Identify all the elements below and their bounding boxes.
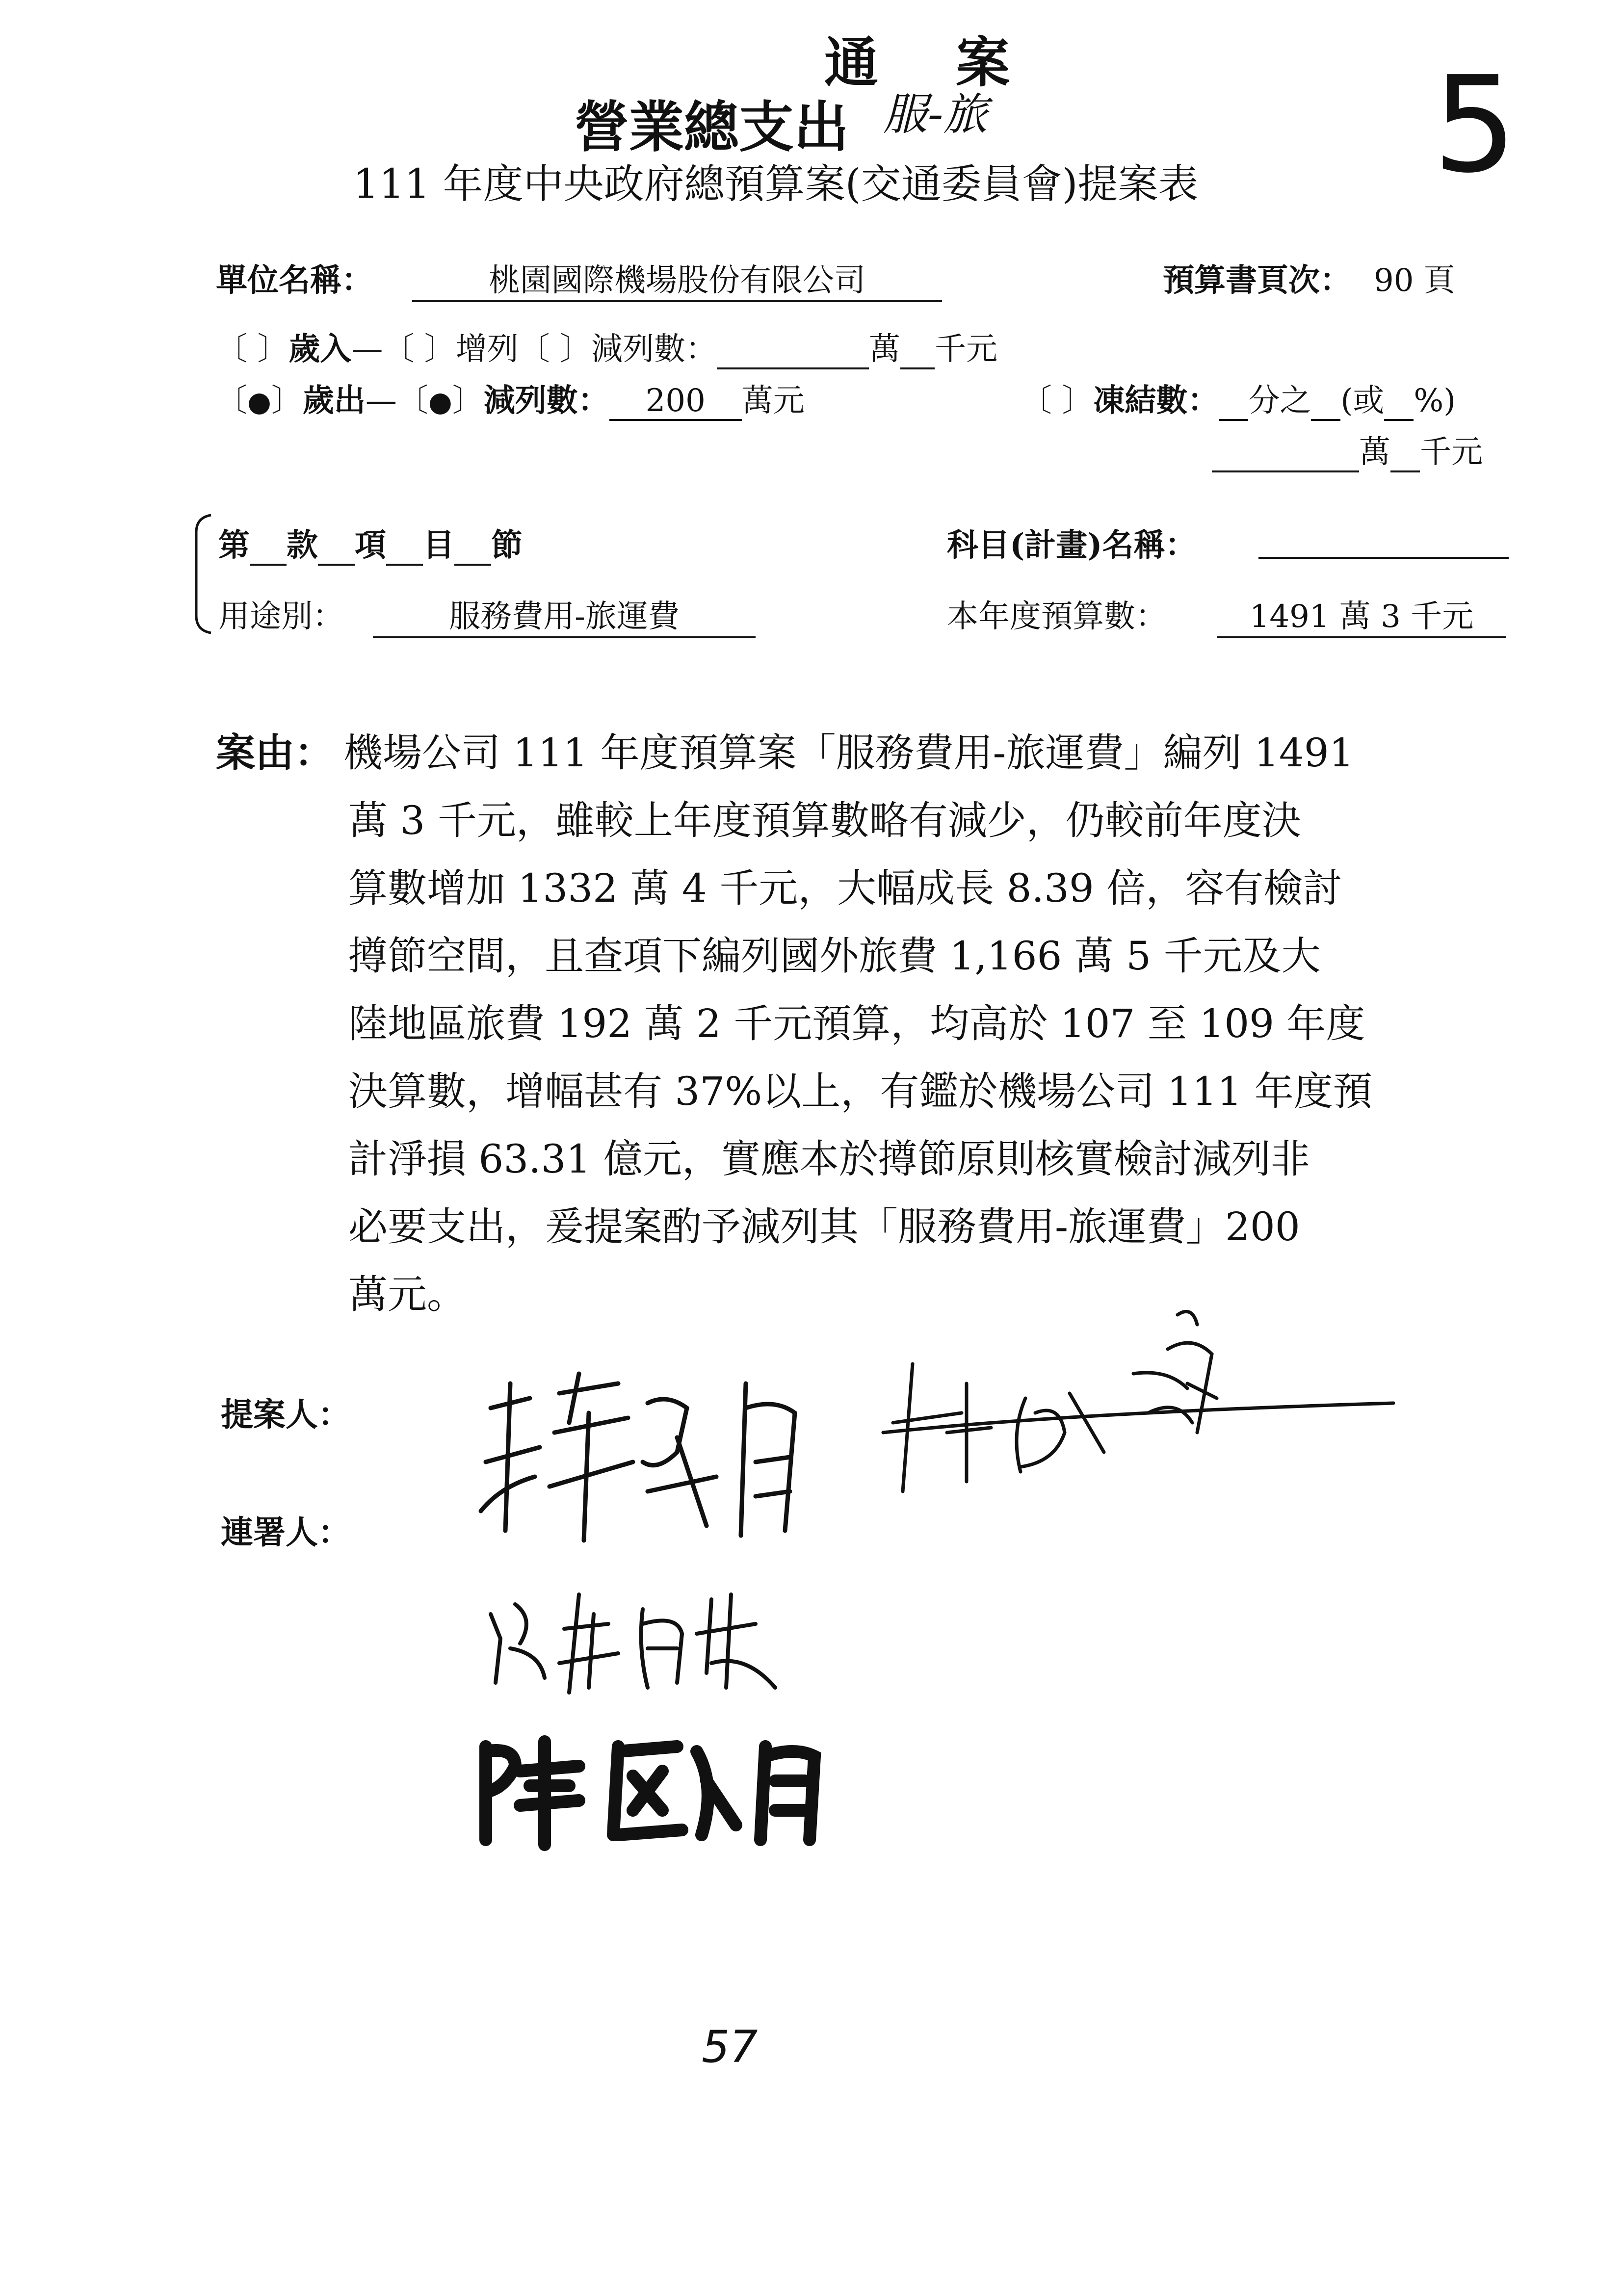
freeze-or: (或 (1340, 383, 1385, 419)
expenditure-bracket: 〔 (216, 383, 247, 419)
freeze-amount-blank (1212, 434, 1359, 472)
case-number: 5 (1433, 48, 1517, 202)
annual-budget-value: 1491 萬 3 千元 (1217, 591, 1506, 638)
freeze-checkbox: 〔 〕 (1021, 383, 1094, 419)
reason-line: 萬元。 (348, 1272, 466, 1317)
proposer-label: 提案人： (221, 1395, 350, 1434)
passed-annotation: 通 案 (824, 31, 1040, 94)
form-title: 111 年度中央政府總預算案(交通委員會)提案表 (353, 161, 1199, 208)
subject-blank (1258, 557, 1509, 559)
budget-page-label: 預算書頁次： (1163, 262, 1351, 299)
freeze-fraction: 分之 (1248, 383, 1311, 419)
signature-4 (471, 1727, 854, 1854)
expenditure-row (216, 375, 805, 421)
freeze-blank-3 (1384, 383, 1414, 421)
category-label: 營業總支出 (574, 95, 849, 159)
expenditure-bracket-close: 〕 (271, 383, 303, 419)
item-jie: 節 (491, 527, 523, 564)
expenditure-decrease-label: 減列數： (483, 382, 609, 419)
freeze-unit-qian: 千元 (1420, 434, 1483, 470)
freeze-amount-blank-2 (1390, 434, 1420, 472)
expenditure-checked-icon: ● (247, 386, 271, 418)
freeze-row (1021, 375, 1456, 421)
usage-label: 用途別： (218, 599, 344, 635)
unit-name-label: 單位名稱： (216, 262, 373, 299)
revenue-dash: —〔 〕 (351, 331, 456, 367)
reason-line: 計淨損 63.31 億元，實應本於撙節原則核實檢討減列非 (348, 1136, 1310, 1182)
signature-2 (873, 1285, 1403, 1511)
item-row (218, 520, 523, 566)
signature-3 (481, 1575, 800, 1702)
revenue-decrease-label: 減列數： (591, 331, 717, 367)
revenue-unit-wan: 萬 (869, 331, 901, 367)
expenditure-decrease-value: 200 (609, 383, 742, 421)
reason-line: 必要支出，爰提案酌予減列其「服務費用-旅運費」200 (348, 1204, 1300, 1250)
item-kuan: 款 (287, 527, 318, 564)
item-bracket (189, 513, 218, 635)
revenue-unit-qian: 千元 (935, 331, 998, 367)
unit-name-value: 桃園國際機場股份有限公司 (412, 255, 942, 302)
budget-page-value: 90 頁 (1374, 262, 1455, 299)
revenue-label: 歲入 (288, 331, 352, 367)
revenue-increase-label: 增列 (455, 331, 519, 367)
freeze-blank-1 (1219, 383, 1248, 421)
sub-note-annotation: 服-旅 (883, 89, 988, 140)
item-di: 第 (218, 527, 250, 564)
reason-label: 案由： (216, 730, 334, 776)
handwritten-page-number: 57 (702, 2021, 758, 2073)
annual-budget-label: 本年度預算數： (947, 599, 1167, 635)
reason-line: 撙節空間，且查項下編列國外旅費 1,166 萬 5 千元及大 (348, 933, 1321, 979)
freeze-unit-wan: 萬 (1359, 434, 1390, 470)
decrease-bracket-close: 〕 (452, 383, 484, 419)
revenue-blank (717, 331, 869, 369)
usage-value: 服務費用-旅運費 (373, 591, 756, 638)
item-xiang: 項 (355, 527, 386, 564)
revenue-row (216, 324, 997, 369)
signature-1 (471, 1364, 824, 1550)
revenue-blank-2 (900, 331, 935, 369)
freeze-pct: %) (1414, 383, 1456, 419)
cosigner-label: 連署人： (221, 1513, 350, 1551)
revenue-decrease-checkbox: 〔 〕 (518, 331, 592, 367)
reason-line: 萬 3 千元，雖較上年度預算數略有減少，仍較前年度決 (348, 798, 1301, 843)
expenditure-label: 歲出 (302, 382, 366, 419)
reason-line: 算數增加 1332 萬 4 千元，大幅成長 8.39 倍，容有檢討 (348, 865, 1342, 911)
revenue-checkbox: 〔 〕 (216, 331, 289, 367)
reason-line: 陸地區旅費 192 萬 2 千元預算，均高於 107 至 109 年度 (348, 1001, 1365, 1046)
freeze-amount-row (1212, 427, 1483, 472)
subject-label: 科目(計畫)名稱： (947, 527, 1197, 564)
freeze-label: 凍結數： (1093, 382, 1219, 419)
reason-line: 決算數，增幅甚有 37%以上，有鑑於機場公司 111 年度預 (348, 1069, 1372, 1114)
item-mu: 目 (423, 527, 454, 564)
expenditure-dash: —〔 (365, 383, 428, 419)
reason-line: 機場公司 111 年度預算案「服務費用-旅運費」編列 1491 (343, 730, 1354, 776)
decrease-checked-icon: ● (428, 386, 452, 418)
freeze-blank-2 (1311, 383, 1340, 421)
expenditure-unit: 萬元 (741, 383, 805, 419)
